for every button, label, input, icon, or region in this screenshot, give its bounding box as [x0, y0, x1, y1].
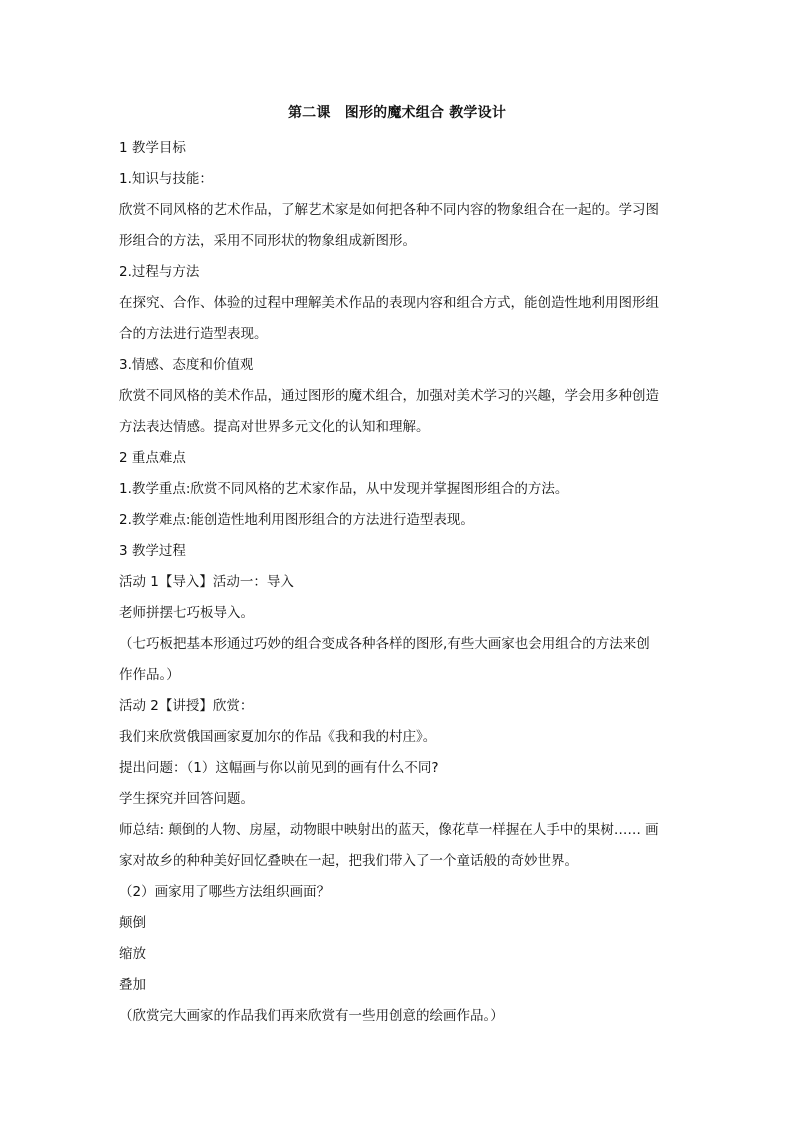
body-line: （欣赏完大画家的作品我们再来欣赏有一些用创意的绘画作品。）	[119, 1008, 504, 1024]
body-line: 1.教学重点:欣赏不同风格的艺术家作品，从中发现并掌握图形组合的方法。	[119, 481, 569, 497]
body-line: 师总结: 颠倒的人物、房屋，动物眼中映射出的蓝天，像花草一样握在人手中的果树…… 画	[119, 822, 659, 838]
body-line: 形组合的方法，采用不同形状的物象组成新图形。	[119, 233, 416, 249]
list-item: 颠倒	[119, 915, 146, 931]
document-title: 第二课 图形的魔术组合 教学设计	[287, 105, 507, 121]
body-line: 方法表达情感。提高对世界多元文化的认知和理解。	[119, 419, 430, 435]
body-line: 作作品。）	[119, 667, 180, 683]
body-line: 我们来欣赏俄国画家夏加尔的作品《我和我的村庄》。	[119, 729, 437, 745]
activity-heading: 活动 1【导入】活动一：导入	[119, 574, 294, 590]
list-item: 缩放	[119, 946, 146, 962]
list-item: 叠加	[119, 977, 146, 993]
body-line: （七巧板把基本形通过巧妙的组合变成各种各样的图形,有些大画家也会用组合的方法来创	[119, 636, 650, 652]
activity-heading: 活动 2【讲授】欣赏：	[119, 698, 254, 714]
body-line: 老师拼摆七巧板导入。	[119, 605, 254, 621]
body-line: 欣赏不同风格的美术作品，通过图形的魔术组合，加强对美术学习的兴趣，学会用多种创造	[119, 388, 659, 404]
body-line: 提出问题：（1）这幅画与你以前见到的画有什么不同?	[119, 760, 439, 776]
body-line: 2.教学难点:能创造性地利用图形组合的方法进行造型表现。	[119, 512, 474, 528]
document-body	[119, 133, 679, 1032]
section-heading: 1 教学目标	[119, 140, 186, 156]
body-line: 欣赏不同风格的艺术作品，了解艺术家是如何把各种不同内容的物象组合在一起的。学习图	[119, 202, 659, 218]
body-line: 学生探究并回答问题。	[119, 791, 254, 807]
body-line: 合的方法进行造型表现。	[119, 326, 268, 342]
subsection-heading: 1.知识与技能：	[119, 171, 213, 187]
body-line: 家对故乡的种种美好回忆叠映在一起，把我们带入了一个童话般的奇妙世界。	[119, 853, 578, 869]
section-heading: 2 重点难点	[119, 450, 186, 466]
body-line: （2）画家用了哪些方法组织画面？	[119, 884, 331, 900]
section-heading: 3 教学过程	[119, 543, 186, 559]
subsection-heading: 2.过程与方法	[119, 264, 200, 280]
subsection-heading: 3.情感、态度和价值观	[119, 357, 254, 373]
body-line: 在探究、合作、体验的过程中理解美术作品的表现内容和组合方式，能创造性地利用图形组	[119, 295, 659, 311]
